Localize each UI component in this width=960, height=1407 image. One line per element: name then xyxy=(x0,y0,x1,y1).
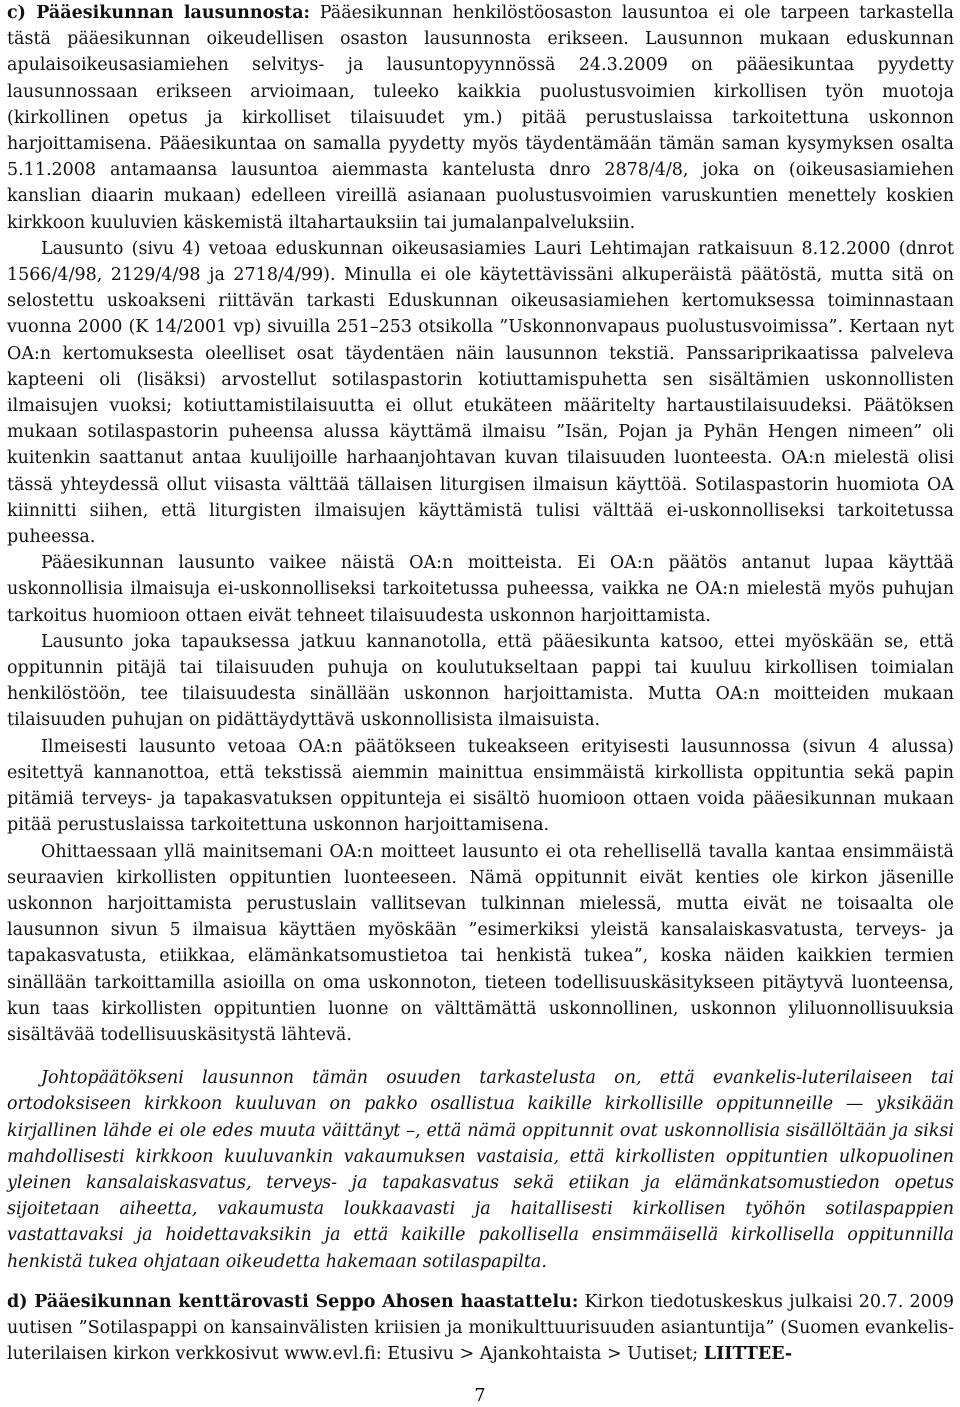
section-c-paragraph-6: Ohittaessaan yllä mainitsemani OA:n moitteet lausunto ei ota rehellisellä tavalla kantaa ensimmäistä seuraavien kirkollisten oppituntien luonteeseen. Nämä oppitunnit eivät kenties ole kirkon jäsenille uskonnon harjoittamista perustuslain vallitsevan tulkinnan mielessä, mutta eivät ne toisaalta ole lausunnon sivun 5 ilmaisua käyttäen myöskään ”esimerkiksi yleistä kansalaiskasvatusta, terveys- ja tapakasvatusta, etiikkaa, elämänkatsomustietoa tai henkistä tukea”, koska näiden kaikkien termien sinällään tarkoittamilla asioilla on oma uskonnoton, tieteen todellisuuskäsitykseen pitäytyvä luonteensa, kun taas kirkollisten oppituntien luonne on välttämättä uskonnollinen, uskonnon yliluonnollisuuksia sisältävää todellisuuskäsitystä lähtevä. xyxy=(7,841,954,1045)
conclusion-paragraph: Johtopäätökseni lausunnon tämän osuuden tarkastelusta on, että evankelis-luterilaiseen tai ortodoksiseen kirkkoon kuuluvan on pakko osallistua kaikille kirkollisille oppitunneille — yksikään kirjallinen lähde ei ole edes muuta väittänyt –, että nämä oppitunnit ovat uskonnollisia sisällöltään ja siksi mahdollisesti kirkkoon kuuluvankin vakaumuksen vastaisia, että kirkollisten oppituntien ulkopuolinen yleinen kansalaiskasvatus, terveys- ja tapakasvatus sekä etiikan ja elämänkatsomustiedon opetus sijoitetaan aiheetta, vakaumusta loukkaavasti ja haitallisesti kirkollisen työhön sotilaspappien vastattavaksi ja hoidettavaksikin ja että kaikille pakollisella ensimmäisellä kirkollisella oppitunnilla henkistä tukea ohjataan oikeudetta hakemaan sotilaspapilta. xyxy=(7,1068,954,1272)
section-d-heading: d) Pääesikunnan kenttärovasti Seppo Ahosen haastattelu: xyxy=(7,1291,579,1312)
section-c-paragraph-4: Lausunto joka tapauksessa jatkuu kannanotolla, että pääesikunta katsoo, ettei myöskään se, että oppitunnin pitäjä tai tilaisuuden puhuja on koulutukseltaan pappi tai kuuluu kirkollisen toimialan henkilöstöön, tee tilaisuudesta sinällään uskonnon harjoittamista. Mutta OA:n moitteiden mukaan tilaisuuden puhujan on pidättäydyttävä uskonnollisista ilmaisuista. xyxy=(7,631,954,731)
section-c-heading: c) Pääesikunnan lausunnosta: xyxy=(7,3,311,23)
section-c-paragraph-2: Lausunto (sivu 4) vetoaa eduskunnan oikeusasiamies Lauri Lehtimajan ratkaisuun 8.12.2000 (dnrot 1566/4/98, 2129/4/98 ja 2718/4/99). Minulla ei ole käytettävissäni alkuperäistä päätöstä, mutta sitä on selostettu uskoakseni riittävän tarkasti Eduskunnan oikeusasiamiehen kertomuksessa toiminnastaan vuonna 2000 (K 14/2001 vp) sivuilla 251–253 otsikolla ”Uskonnonvapaus puolustusvoimissa”. Kertaan nyt OA:n kertomuksesta oleelliset osat täydentäen näin lausunnon tekstiä. Panssariprikaatissa palveleva kapteeni oli (lisäksi) arvostellut sotilaspastorin kotiuttamispuhetta sen sisältämien uskonnollisten ilmaisujen vuoksi; kotiuttamistilaisuutta ei ollut etukäteen määritelty hartaustilaisuudeksi. Päätöksen mukaan sotilaspastorin puheensa alussa käyttämä ilmaisu ”Isän, Pojan ja Pyhän Hengen nimeen” oli kuitenkin saattanut antaa kuulijoille harhaanjohtavan kuvan tilaisuuden luonteesta. OA:n mielestä olisi tässä yhteydessä ollut viisasta välttää tällaisen liturgisen ilmaisun käyttöä. Sotilaspastorin huomiota OA kiinnitti siihen, että liturgisten ilmaisujen käyttämistä tulisi välttää ei-uskonnolliseksi tarkoitetussa puheessa. xyxy=(7,238,954,548)
section-c-paragraph-5: Ilmeisesti lausunto vetoaa OA:n päätökseen tukeakseen erityisesti lausunnossa (sivun 4 alussa) esitettyä kannanottoa, että tekstissä aiemmin mainittua ensimmäistä kirkollista oppituntia sekä papin pitämiä terveys- ja tapakasvatuksen oppitunteja ei sisältö huomioon ottaen voida pääesikunnan mukaan pitää perustuslaissa tarkoitettuna uskonnon harjoittamisena. xyxy=(7,736,954,836)
section-d-paragraph xyxy=(7,1289,954,1368)
section-c-paragraph-3: Pääesikunnan lausunto vaikee näistä OA:n moitteista. Ei OA:n päätös antanut lupaa käyttää uskonnollisia ilmaisuja ei-uskonnolliseksi tarkoitetussa puheessa, vaikka ne OA:n mielestä myös puhujan tarkoitus huomioon ottaen eivät tehneet tilaisuudesta uskonnon harjoittamista. xyxy=(7,553,954,626)
attachment-reference: LIITTEE- xyxy=(703,1344,793,1365)
section-c-text: Pääesikunnan henkilöstöosaston lausuntoa ei ole tarpeen tarkastella tästä pääesikunnan oikeudellisen osaston lausunnosta erikseen. Lausunnon mukaan eduskunnan apulaisoikeusasiamiehen selvitys- ja lausuntopyynnössä 24.3.2009 on pääesikuntaa pyydetty lausunnossaan erikseen arvioimaan, tuleeko kaikkia puolustusvoimien kirkollisen työn muotoja (kirkollinen opetus ja kirkolliset tilaisuudet ym.) pitää perustuslaissa tarkoitettuna uskonnon harjoittamisena. Pääesikuntaa on samalla pyydetty myös täydentämään tämän saman kysymyksen osalta 5.11.2008 antamaansa lausuntoa aiemmasta kantelusta dnro 2878/4/8, joka on (oikeusasiamiehen kanslian diaarin mukaan) edelleen vireillä asianaan puolustusvoimien varuskuntien menettely koskien kirkkoon kuuluvien käskemistä iltahartauksiin tai jumalanpalveluksiin. xyxy=(7,3,954,233)
page-number: 7 xyxy=(474,1386,486,1406)
section-d-text: Kirkon tiedotuskeskus julkaisi 20.7. 2009 uutisen ”Sotilaspappi on kansainvälisten kriisien ja monikulttuurisuuden asiantuntija” (Suomen evankelis-luterilaisen kirkon verkkosivut www.evl.fi: Etusivu > Ajankohtaista > Uutiset; xyxy=(7,1291,954,1365)
section-c-paragraph-1 xyxy=(7,0,954,236)
